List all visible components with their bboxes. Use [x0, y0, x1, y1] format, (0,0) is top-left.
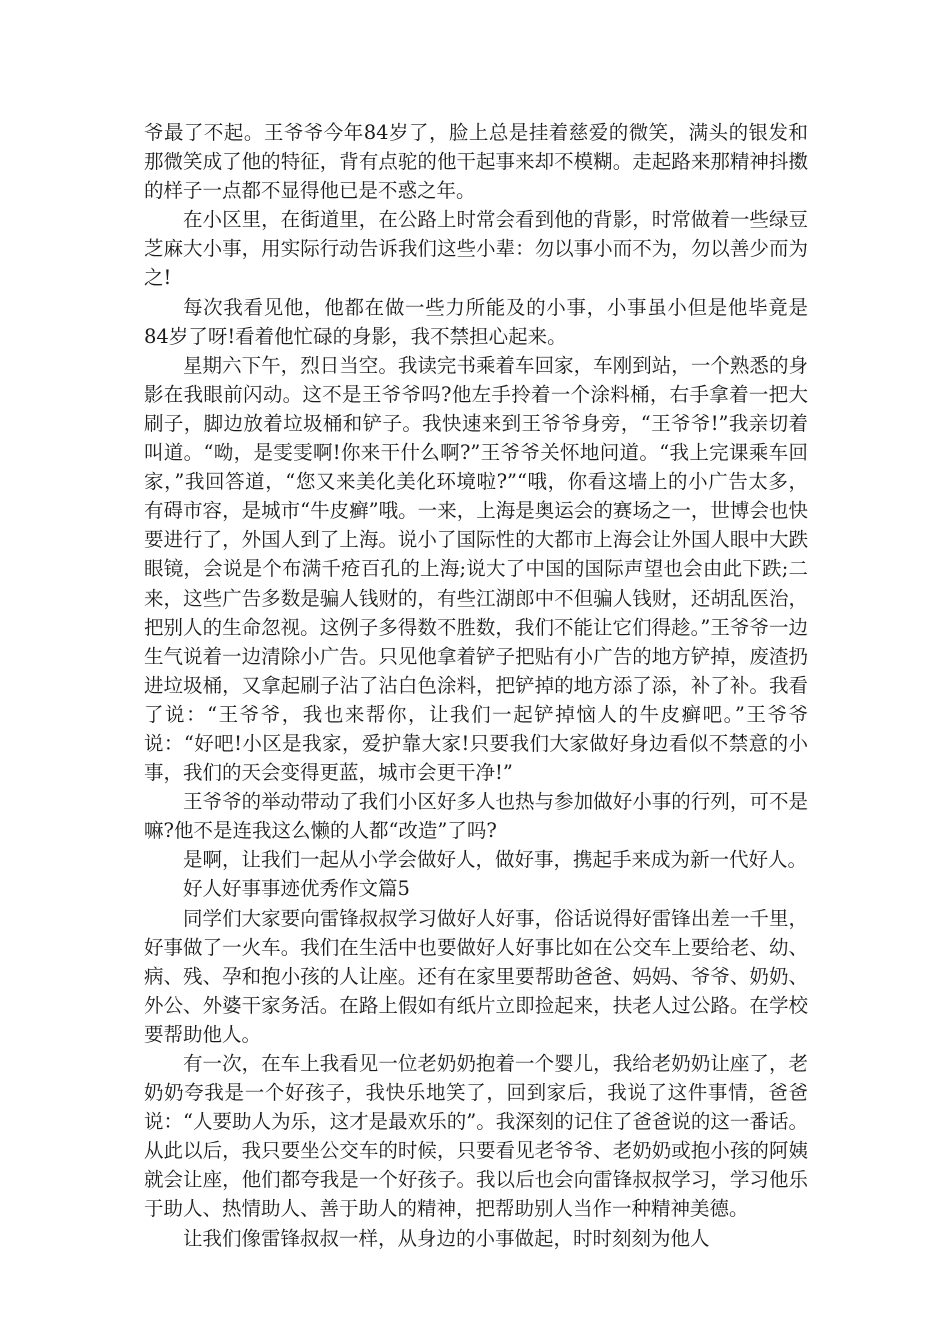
paragraph: 每次我看见他，他都在做一些力所能及的小事，小事虽小但是他毕竟是84岁了呀!看着他忙碌的身影，我不禁担心起来。: [144, 295, 808, 348]
paragraph: 有一次，在车上我看见一位老奶奶抱着一个婴儿，我给老奶奶让座了，老奶奶夸我是一个好孩子，我快乐地笑了，回到家后，我说了这件事情，爸爸说：“人要助人为乐，这才是最欢乐的”。我深刻的记住了爸爸说的这一番话。从此以后，我只要坐公交车的时候，只要看见老爷爷、老奶奶或抱小孩的阿姨就会让座，他们都夸我是一个好孩子。我以后也会向雷锋叔叔学习，学习他乐于助人、热情助人、善于助人的精神，把帮助别人当作一种精神美德。: [144, 1052, 808, 1221]
document-body: [144, 118, 808, 1253]
paragraph: 同学们大家要向雷锋叔叔学习做好人好事，俗话说得好雷锋出差一千里，好事做了一火车。我们在生活中也要做好人好事比如在公交车上要给老、幼、病、残、孕和抱小孩的人让座。还有在家里要帮助爸爸、妈妈、爷爷、奶奶、外公、外婆干家务活。在路上假如有纸片立即捡起来，扶老人过公路。在学校要帮助他人。: [144, 906, 808, 1046]
paragraph: 爷最了不起。王爷爷今年84岁了，脸上总是挂着慈爱的微笑，满头的银发和那微笑成了他的特征，背有点驼的他干起事来却不模糊。走起路来那精神抖擞的样子一点都不显得他已是不惑之年。: [144, 121, 808, 203]
paragraph: 让我们像雷锋叔叔一样，从身边的小事做起，时时刻刻为他人: [183, 1226, 710, 1250]
paragraph: 王爷爷的举动带动了我们小区好多人也热与参加做好小事的行列，可不是嘛?他不是连我这么懒的人都“改造”了吗?: [144, 790, 808, 843]
paragraph: 是啊，让我们一起从小学会做好人，做好事，携起手来成为新一代好人。: [183, 848, 808, 872]
section-heading: 好人好事事迹优秀作文篇5: [183, 877, 410, 901]
paragraph: 星期六下午，烈日当空。我读完书乘着车回家，车刚到站，一个熟悉的身影在我眼前闪动。这不是王爷爷吗?他左手拎着一个涂料桶，右手拿着一把大刷子，脚边放着垃圾桶和铲子。我快速来到王爷爷身旁，“王爷爷!”我亲切着叫道。“呦，是雯雯啊!你来干什么啊?”王爷爷关怀地问道。“我上完课乘车回家，”我回答道，“您又来美化美化环境啦?”“哦，你看这墙上的小广告太多，有碍市容，是城市“牛皮癣”哦。一来，上海是奥运会的赛场之一，世博会也快要进行了，外国人到了上海。说小了国际性的大都市上海会让外国人眼中大跌眼镜，会说是个布满千疮百孔的上海;说大了中国的国际声望也会由此下跌;二来，这些广告多数是骗人钱财的，有些江湖郎中不但骗人钱财，还胡乱医治，把别人的生命忽视。这例子多得数不胜数，我们不能让它们得趁。”王爷爷一边生气说着一边清除小广告。只见他拿着铲子把贴有小广告的地方铲掉，废渣扔进垃圾桶，又拿起刷子沾了沾白色涂料，把铲掉的地方添了添，补了补。我看了说：“王爷爷，我也来帮你，让我们一起铲掉恼人的牛皮癣吧。”王爷爷说：“好吧!小区是我家，爱护靠大家!只要我们大家做好身边看似不禁意的小事，我们的天会变得更蓝，城市会更干净!”: [144, 353, 808, 785]
paragraph: 在小区里，在街道里，在公路上时常会看到他的背影，时常做着一些绿豆芝麻大小事，用实际行动告诉我们这些小辈：勿以事小而不为，勿以善少而为之!: [144, 208, 808, 290]
